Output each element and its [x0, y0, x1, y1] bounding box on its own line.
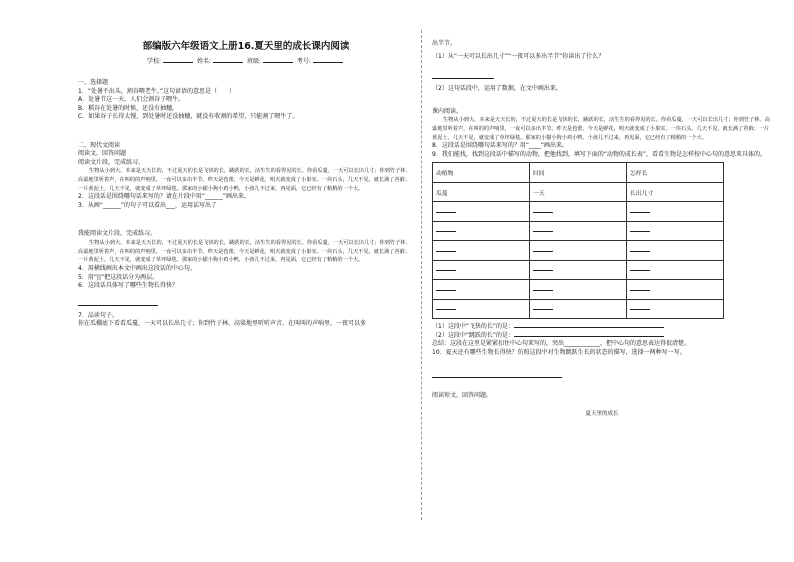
- table-cell[interactable]: [433, 202, 530, 222]
- answer-blank[interactable]: [514, 327, 664, 328]
- left-column: [78, 0, 414, 562]
- answer-blank[interactable]: [533, 231, 553, 232]
- table-row: [433, 299, 724, 319]
- field-school: 学校:: [147, 58, 162, 65]
- growth-table: [432, 162, 724, 319]
- field-class: 班级:: [246, 58, 261, 65]
- reading-passage: 生物从小到大，本来是天天长的，不过夏天的长是飞快的长，跳跃的长，活生生的看得见的长。你看瓜蔓，一天可以长出几寸；你到竹子林、高粱地里听着声，在叫的的声响里，一夜可以多出半节。昨天是苞蕾，今天是鲜花，明天就变成了小果实。一块石头，几天不见，就长满了苔藓；一片黄泥土，几天不见，就变成了草坪绿毯。那家的小猫小狗小鸡小鸭，小孩儿不过来，再见面，它已经有了稍稍的一个大。: [78, 168, 411, 192]
- answer-blank[interactable]: [533, 290, 553, 291]
- reading-instruction: 阅读文，回答问题: [78, 150, 127, 157]
- reading-instruction: 阅读文片段，完成练习。: [78, 158, 145, 166]
- answer-blank[interactable]: [630, 290, 650, 291]
- column-divider: [421, 30, 422, 520]
- table-header-row: [433, 163, 724, 183]
- table-cell[interactable]: [530, 280, 627, 300]
- table-cell[interactable]: [530, 260, 627, 280]
- field-blank[interactable]: [163, 62, 193, 63]
- answer-blank[interactable]: [436, 212, 456, 213]
- table-cell[interactable]: [627, 202, 724, 222]
- answer-line[interactable]: [78, 297, 158, 306]
- sub-question-1: （1）这段中“飞快的长”的是：: [432, 323, 772, 332]
- question-2: 2．这段话是围绕哪句话来写的？请在片段中用“______”画出来。: [78, 193, 251, 201]
- question-8: 8．这段话是围绕哪句话来写的？用“____”画出来。: [432, 142, 569, 150]
- section-heading: 一、选择题: [78, 79, 109, 86]
- question-3: 3．从画“______”的句子可以看出___，运用话写出了: [78, 201, 218, 209]
- answer-blank[interactable]: [436, 270, 456, 271]
- table-cell[interactable]: [627, 241, 724, 261]
- option-a[interactable]: A．处暑节这一天，人们会割谷子喂牛。: [78, 96, 185, 103]
- student-info-fields: [78, 56, 414, 65]
- answer-blank[interactable]: [436, 290, 456, 291]
- question-5: 5．用“||”把这段话分为两层。: [78, 273, 159, 281]
- table-header-cell: 时间: [530, 163, 627, 183]
- field-blank[interactable]: [263, 62, 293, 63]
- summary-question: 总结：这段在这里是紧紧扣住中心句来写的，突出____________，把中心句的意思表达得很清楚。: [432, 340, 691, 348]
- field-name: 姓名:: [197, 58, 212, 65]
- table-cell[interactable]: [530, 241, 627, 261]
- section-heading: 二、现代文阅读: [78, 141, 121, 149]
- sub-question-2: （2）这句话段中，运用了数据，在文中画出来。: [432, 85, 562, 92]
- answer-blank[interactable]: [436, 231, 456, 232]
- question-6: 6．这段话具体写了哪些生物长得快？: [78, 282, 178, 290]
- question-7: 7．品读句子。: [78, 311, 118, 319]
- answer-blank[interactable]: [533, 270, 553, 271]
- answer-blank[interactable]: [630, 251, 650, 252]
- table-header-cell: 动植物: [433, 163, 530, 183]
- question-10: 10．夏天还有哪些生物长得快？仿照这段中对生物跳跃生长的状态的描写，选择一两种写一写。: [432, 348, 686, 356]
- question-4: 4．用横线画出本文中画出这段话的中心句。: [78, 265, 196, 273]
- table-cell[interactable]: [433, 280, 530, 300]
- table-cell: 长出几寸: [627, 182, 724, 202]
- reading-instruction: 我能阅读文片段，完成练习。: [78, 230, 157, 238]
- answer-blank[interactable]: [630, 212, 650, 213]
- table-cell: 一天: [530, 182, 627, 202]
- table-row: [433, 221, 724, 241]
- answer-line[interactable]: [432, 70, 494, 79]
- answer-blank[interactable]: [533, 309, 553, 310]
- option-c[interactable]: C．如果谷子长得太慢，到处暑时还没抽穗，就没有收割的希望，只能割了喂牛了。: [78, 113, 299, 120]
- table-cell[interactable]: [627, 299, 724, 319]
- question-9: 9．我们能找，找到这段话中描写的动物，把他找到，填写下面的“动物的成长表”，看看生物是怎样按中心句的意思来具体的。: [432, 150, 767, 158]
- reading-instruction: 阅读短文，回答问题。: [432, 392, 493, 400]
- table-row: [433, 260, 724, 280]
- right-column: [432, 0, 772, 562]
- story-title: 夏天里的成长: [585, 410, 619, 417]
- option-b[interactable]: B．稻谷在处暑的时候，还没有抽穗。: [78, 104, 179, 112]
- reading-passage: 生物从小到大，本来是天天长的，不过夏天的长是飞快的长，跳跃的长，活生生的看得见的长。你看瓜蔓，一天可以长出几寸；你到竹子林、高粱地里听着声，在叫的的声响里，一夜可以多出半节。昨天是苞蕾，今天是鲜花，明天就变成了小果实。一块石头，几天不见，就长满了苔藓；一片黄泥土，几天不见，就变成了草坪绿毯。那家的小猫小狗小鸡小鸭，小孩儿不过来，再见面，它已经有了稍稍的一个大。: [78, 239, 411, 264]
- question-1: 1．“处暑不出头，割谷喂老牛。”这句谚语的意思是（ ）: [78, 87, 236, 95]
- table-cell[interactable]: [433, 260, 530, 280]
- continued-text: 出半节。: [432, 40, 457, 47]
- table-cell[interactable]: [627, 221, 724, 241]
- table-header-cell: 怎样长: [627, 163, 724, 183]
- answer-blank[interactable]: [630, 231, 650, 232]
- table-cell[interactable]: [530, 202, 627, 222]
- answer-blank[interactable]: [436, 251, 456, 252]
- sub-question-2: （2）这段中“跳跃的长”的是：: [432, 332, 772, 341]
- table-cell[interactable]: [433, 299, 530, 319]
- answer-blank[interactable]: [533, 212, 553, 213]
- question-7-text: 你在瓜棚底下看看瓜蔓，一天可以长出几寸；你到竹子林、高粱地里听听声音，在叫叫的声响里，一夜可以多: [78, 320, 367, 328]
- table-cell[interactable]: [433, 241, 530, 261]
- reading-passage: 生物从小到大，本来是天天长的，不过夏天的长是飞快的长，跳跃的长，活生生的看得见的长。你看瓜蔓，一天可以长出几寸；你到竹子林、高粱地里听着声，在叫的的声响里，一夜可以多出半节。昨天是苞蕾，今天是鲜花，明天就变成了小果实。一块石头，几天不见，就长满了苔藓；一片黄泥土，几天不见，就变成了草坪绿毯。那家的小猫小狗小鸡小鸭，小孩儿不过来，再见面，它已经有了稍稍的一个大。: [432, 117, 770, 141]
- field-number: 考号:: [296, 58, 311, 65]
- table-row: [433, 280, 724, 300]
- table-cell[interactable]: [433, 221, 530, 241]
- answer-line[interactable]: [432, 369, 562, 378]
- answer-blank[interactable]: [630, 270, 650, 271]
- table-empty-rows: [433, 202, 724, 319]
- answer-blank[interactable]: [514, 336, 664, 337]
- table-cell[interactable]: [530, 221, 627, 241]
- answer-blank[interactable]: [436, 309, 456, 310]
- table-cell: 瓜蔓: [433, 182, 530, 202]
- sub-question-1: （1）从“一天可以长出几寸”“一夜可以多出半节”你读出了什么？: [432, 52, 605, 60]
- table-row: [433, 202, 724, 222]
- table-row: [433, 241, 724, 261]
- table-cell[interactable]: [627, 280, 724, 300]
- answer-blank[interactable]: [630, 309, 650, 310]
- table-cell[interactable]: [627, 260, 724, 280]
- page-title: 部编版六年级语文上册16.夏天里的成长课内阅读: [142, 41, 350, 52]
- reading-instruction: 课内阅读。: [432, 107, 463, 115]
- table-row: [433, 182, 724, 202]
- field-blank[interactable]: [313, 62, 343, 63]
- table-cell[interactable]: [530, 299, 627, 319]
- answer-blank[interactable]: [533, 251, 553, 252]
- field-blank[interactable]: [213, 62, 243, 63]
